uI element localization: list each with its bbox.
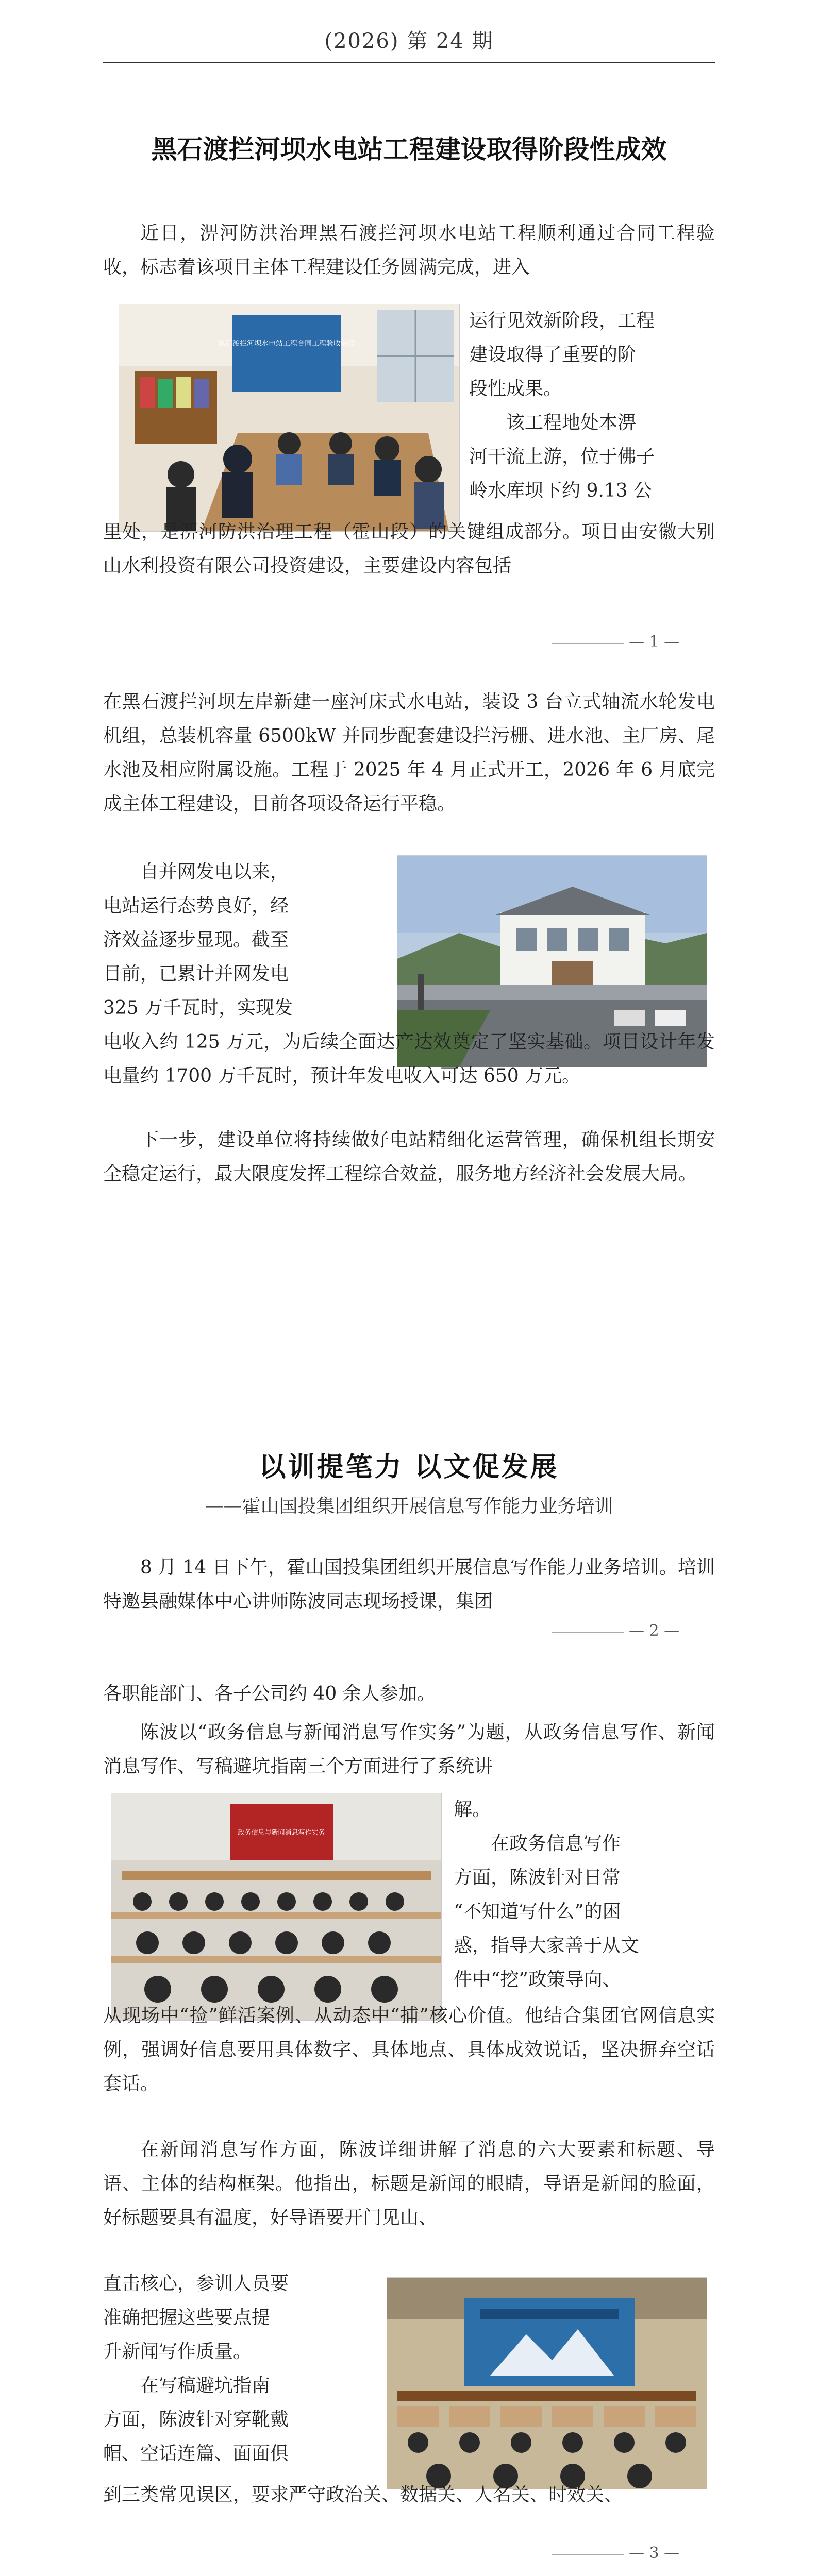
- article2-para4: 到三类常见误区，要求严守政治关、数据关、人名关、时效关、: [103, 2484, 623, 2505]
- page-line-1a: [552, 643, 624, 644]
- meeting-photo: [119, 304, 460, 532]
- article1-para5: 下一步，建设单位将持续做好电站精细化运营管理，确保机组长期安全稳定运行，最大限度发挥工程综合效益，服务地方经济社会发展大局。: [103, 1129, 715, 1184]
- training-photo: [111, 1793, 442, 2021]
- article2-para3-left: 直击核心，参训人员要 准确把握这些要点提 升新闻写作质量。 在写稿避坑指南 方面，陈波针对穿靴戴 帽、空话连篇、面面俱: [103, 2273, 289, 2464]
- article2-para2: 陈波以“政务信息与新闻消息写作实务”为题，从政务信息写作、新闻消息写作、写稿避坑指南三个方面进行了系统讲: [103, 1722, 715, 1777]
- article1-para4-left: 自并网发电以来， 电站运行态势良好，经 济效益逐步显现。截至 目前，已累计并网发电 325 万千瓦时，实现发: [103, 861, 293, 1019]
- article1-para2: 里处，是淠河防洪治理工程（霍山段）的关键组成部分。项目由安徽大别山水利投资有限公司投资建设，主要建设内容包括: [103, 521, 715, 577]
- page-number-3: — 3 —: [629, 2544, 680, 2562]
- article2-subtitle: ——霍山国投集团组织开展信息写作能力业务培训: [205, 1496, 613, 1517]
- article2-para1-cont: 各职能部门、各子公司约 40 余人参加。: [103, 1683, 436, 1704]
- banner-text: 黑石渡拦河坝水电站工程合同工程验收会议: [218, 340, 355, 348]
- issue-number: (2026) 第 24 期: [324, 29, 494, 53]
- article1-para1-right: 运行见效新阶段，工程 建设取得了重要的阶 段性成果。 该工程地处本淠 河干流上游，位于佛子 岭水库坝下约 9.13 公: [469, 310, 655, 501]
- screen-text: 政务信息与新闻消息写作实务: [238, 1829, 325, 1837]
- article2-para3: 在新闻消息写作方面，陈波详细讲解了消息的六大要素和标题、导语、主体的结构框架。他指出，标题是新闻的眼睛，导语是新闻的脸面，好标题要具有温度，好导语要开门见山、: [103, 2139, 715, 2228]
- article2-para1: 8 月 14 日下午，霍山国投集团组织开展信息写作能力业务培训。培训特邀县融媒体中心讲师陈波同志现场授课，集团: [103, 1557, 715, 1612]
- article1-title: 黑石渡拦河坝水电站工程建设取得阶段性成效: [151, 134, 667, 164]
- page-number-1: — 1 —: [629, 633, 680, 651]
- header-divider: [103, 62, 715, 63]
- article2-para2-right: 解。 在政务信息写作 方面，陈波针对日常 “不知道写什么”的困 惑，指导大家善于从文 件中“挖”政策导向、: [454, 1799, 640, 1990]
- article1-para3: 在黑石渡拦河坝左岸新建一座河床式水电站，装设 3 台立式轴流水轮发电机组，总装机容量 6500kW 并同步配套建设拦污栅、进水池、主厂房、尾水池及相应附属设施。工程于 2025 年 4 月正式开工，2026 年 6 月底完成主体工程建设，目前各项设备运行平稳。: [103, 691, 715, 815]
- page-number-2: — 2 —: [629, 1622, 680, 1640]
- article2-para2b: 从现场中“捡”鲜活案例、从动态中“捕”核心价值。他结合集团官网信息实例，强调好信息要用具体数字、具体地点、具体成效说话，坚决摒弃空话套话。: [103, 2005, 715, 2094]
- article1-para1: 近日，淠河防洪治理黑石渡拦河坝水电站工程顺利通过合同工程验收，标志着该项目主体工程建设任务圆满完成，进入: [103, 223, 715, 278]
- page-line-3a: [552, 2554, 624, 2555]
- article1-para4: 电收入约 125 万元，为后续全面达产达效奠定了坚实基础。项目设计年发电量约 1700 万千瓦时，预计年发电收入可达 650 万元。: [103, 1031, 715, 1087]
- page-line-2a: [552, 1632, 624, 1633]
- lecture-photo: [387, 2277, 707, 2489]
- article2-title: 以训提笔力 以文促发展: [259, 1451, 559, 1483]
